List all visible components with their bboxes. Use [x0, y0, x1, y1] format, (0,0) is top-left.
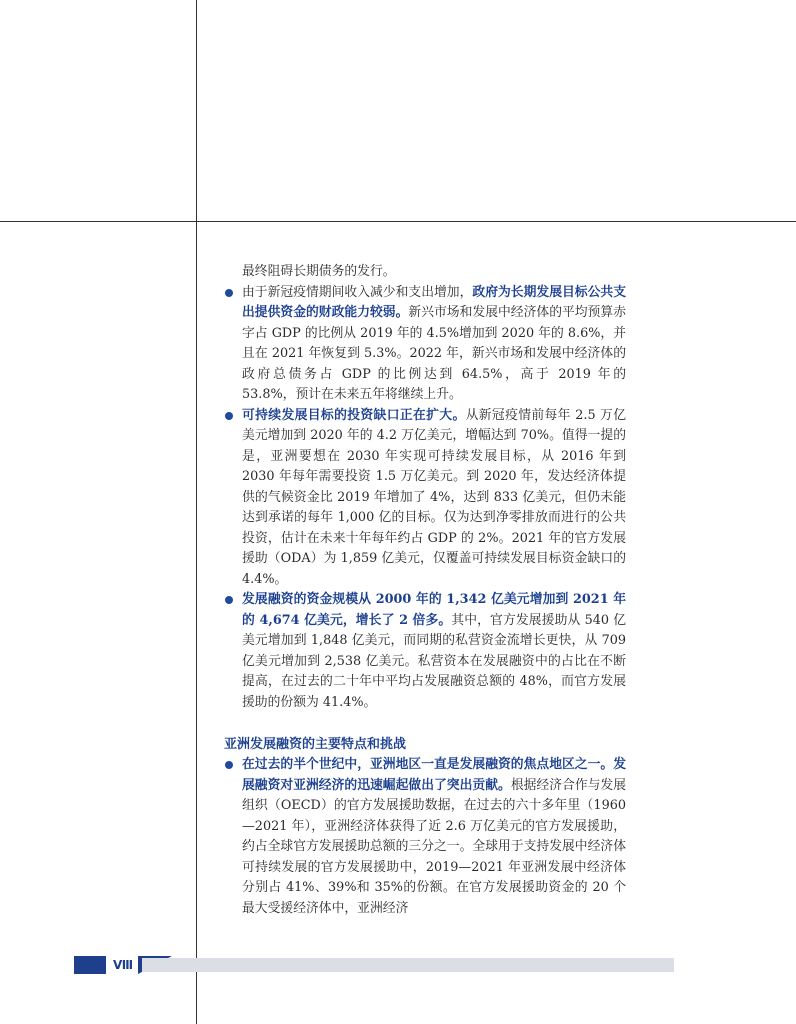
bullet-fiscal — [224, 283, 626, 406]
bullet-lead: 由于新冠疫情期间收入减少和支出增加， — [242, 284, 473, 300]
bullet-text: 从新冠疫情前每年 2.5 万亿美元增加到 2020 年的 4.2 万亿美元，增幅达到 70%。值得一提的是，亚洲要想在 2030 年实现可持续发展目标，从 2016 年到 2030 年每年需要投资 1.5 万亿美元。到 2020 年，发达经济体提供的气候资金比 2019 年增加了 4%，达到 833 亿美元，但仍未能达到承诺的每年 1,000 亿的目标。仅为达到净零排放而进行的公共投资，估计在未来十年每年约占 GDP 的 2%。2021 年的官方发展援助（ODA）为 1,859 亿美元，仅覆盖可持续发展目标资金缺口的 4.4%。 — [242, 407, 626, 587]
bullet-dot-icon — [225, 596, 233, 604]
footer-band — [142, 958, 674, 972]
section-title: 亚洲发展融资的主要特点和挑战 — [224, 737, 407, 752]
bullet-asia-focus — [224, 755, 626, 919]
page-body — [224, 262, 626, 919]
bullet-financing-scale — [224, 590, 626, 713]
footer-accent-block — [74, 956, 106, 974]
crop-line-vertical — [196, 0, 197, 1024]
crop-line-horizontal — [0, 221, 796, 222]
bullet-highlight: 在过去的半个世纪中，亚洲地区一直是发展融资的焦点地区之一。发展融资对亚洲经济的迅速崛起做出了突出贡献。 — [242, 757, 626, 793]
bullet-dot-icon — [225, 289, 233, 297]
bullet-text: 根据经济合作与发展组织（OECD）的官方发展援助数据，在过去的六十多年里（1960—2021 年），亚洲经济体获得了近 2.6 万亿美元的官方发展援助，约占全球官方发展援助总额的三分之一。全球用于支持发展中经济体可持续发展的官方发展援助中，2019—2021 年亚洲发展中经济体分别占 41%、39%和 35%的份额。在官方发展援助资金的 20 个最大受援经济体中，亚洲经济 — [242, 777, 627, 916]
bullet-investment-gap — [224, 406, 626, 591]
bullet-highlight: 发展融资的资金规模从 2000 年的 1,342 亿美元增加到 2021 年的 4,674 亿美元，增长了 2 倍多。 — [242, 592, 626, 628]
bullet-dot-icon — [225, 412, 233, 420]
bullet-dot-icon — [225, 761, 233, 769]
bullet-highlight: 可持续发展目标的投资缺口正在扩大。 — [242, 407, 466, 423]
bullet-highlight: 政府为长期发展目标公共支出提供资金的财政能力较弱。 — [242, 284, 627, 320]
bullet-text: 新兴市场和发展中经济体的平均预算赤字占 GDP 的比例从 2019 年的 4.5%增加到 2020 年的 8.6%，并且在 2021 年恢复到 5.3%。2022 年，新兴市场和发展中经济体的政府总债务占 GDP 的比例达到 64.5%，高于 2019 年的 53.8%，预计在未来五年将继续上升。 — [242, 305, 627, 402]
intro-line: 最终阻碍长期债务的发行。 — [242, 264, 396, 279]
bullet-text: 其中，官方发展援助从 540 亿美元增加到 1,848 亿美元，而同期的私营资金流增长更快，从 709 亿美元增加到 2,538 亿美元。私营资本在发展融资中的占比在不断提高，在过去的二十年中平均占发展融资总额的 48%，而官方发展援助的份额为 41.4%。 — [242, 612, 627, 710]
page-number: Ⅷ — [112, 958, 134, 972]
